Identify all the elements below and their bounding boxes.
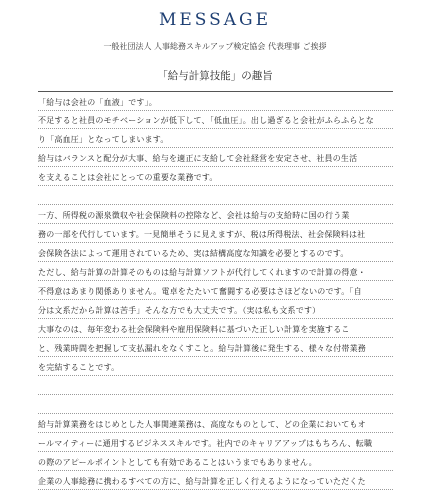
text-line: [38, 281, 393, 300]
line-text: の際のアピールポイントとしても有効であることはいうまでもありません。: [38, 458, 317, 467]
text-line: [38, 471, 393, 490]
line-text: 分は文系だから計算は苦手」そんな方でも大丈夫です。（実は私も文系です）: [38, 306, 321, 315]
text-line: [38, 395, 393, 414]
line-text: ただし、給与計算の計算そのものは給与計算ソフトが代行してくれますので計算の得意・: [38, 268, 366, 277]
line-text: 務の一部を代行しています。一見簡単そうに見えますが、税は所得税法、社会保険料は社: [38, 230, 366, 239]
text-line: [38, 300, 393, 319]
line-text: り「高血圧」となってしまいます。: [38, 135, 169, 144]
text-line: [38, 167, 393, 186]
line-text: 給与計算業務をはじめとした人事関連業務は、高度なものとして、どの企業においてもオ: [38, 420, 366, 429]
text-line: [38, 433, 393, 452]
text-line: [38, 224, 393, 243]
text-line: [38, 186, 393, 205]
line-text: 「給与は会社の「血液」です」。: [38, 98, 157, 107]
line-text: を完結することです。: [38, 363, 120, 372]
text-line: [38, 338, 393, 357]
line-text: を支えることは会社にとっての重要な業務です。: [38, 173, 218, 182]
text-line: [38, 319, 393, 338]
text-line: [38, 243, 393, 262]
line-text: ールマイティーに通用するビジネススキルです。社内でのキャリアアップはもちろん、転職: [38, 439, 373, 448]
text-line: [38, 452, 393, 471]
line-text: 大事なのは、毎年変わる社会保険料や雇用保険料に基づいた正しい計算を実施するこ: [38, 325, 350, 334]
line-text: 給与はバランスと配分が大事、給与を適正に支給して会社経営を安定させ、社員の生活: [38, 154, 358, 163]
page-heading: MESSAGE: [158, 10, 272, 30]
line-text: 不足すると社員のモチベーションが低下して、「低血圧」。出し過ぎると会社がふらふらとな: [38, 116, 374, 125]
line-text: 一方、所得税の源泉徴収や社会保険料の控除など、会社は給与の支給時に国の行う業: [38, 211, 350, 220]
text-line: [38, 414, 393, 433]
section-title: 「給与計算技能」の趣旨: [157, 70, 273, 82]
text-line: [38, 357, 393, 376]
text-line: [38, 129, 393, 148]
text-line: [38, 148, 393, 167]
text-line: [38, 376, 393, 395]
text-line: [38, 205, 393, 224]
line-text: と、残業時間を把握して支払漏れをなくすこと。給与計算後に発生する、様々な付帯業務: [38, 344, 366, 353]
line-text: 不得意はあまり関係ありません。電卓をたたいて奮闘する必要はさほどないのです。「自: [38, 287, 362, 296]
page-subheading: 一般社団法人 人事総務スキルアップ検定協会 代表理事 ご挨拶: [103, 42, 327, 51]
text-line: [38, 262, 393, 281]
text-line: [38, 110, 393, 129]
text-line: [38, 91, 393, 111]
line-text: 会保険各法によって運用されているため、実は結構高度な知識を必要とするのです。: [38, 249, 349, 258]
line-text: 企業の人事総務に携わるすべての方に、給与計算を正しく行えるようになっていただくた: [38, 477, 366, 486]
